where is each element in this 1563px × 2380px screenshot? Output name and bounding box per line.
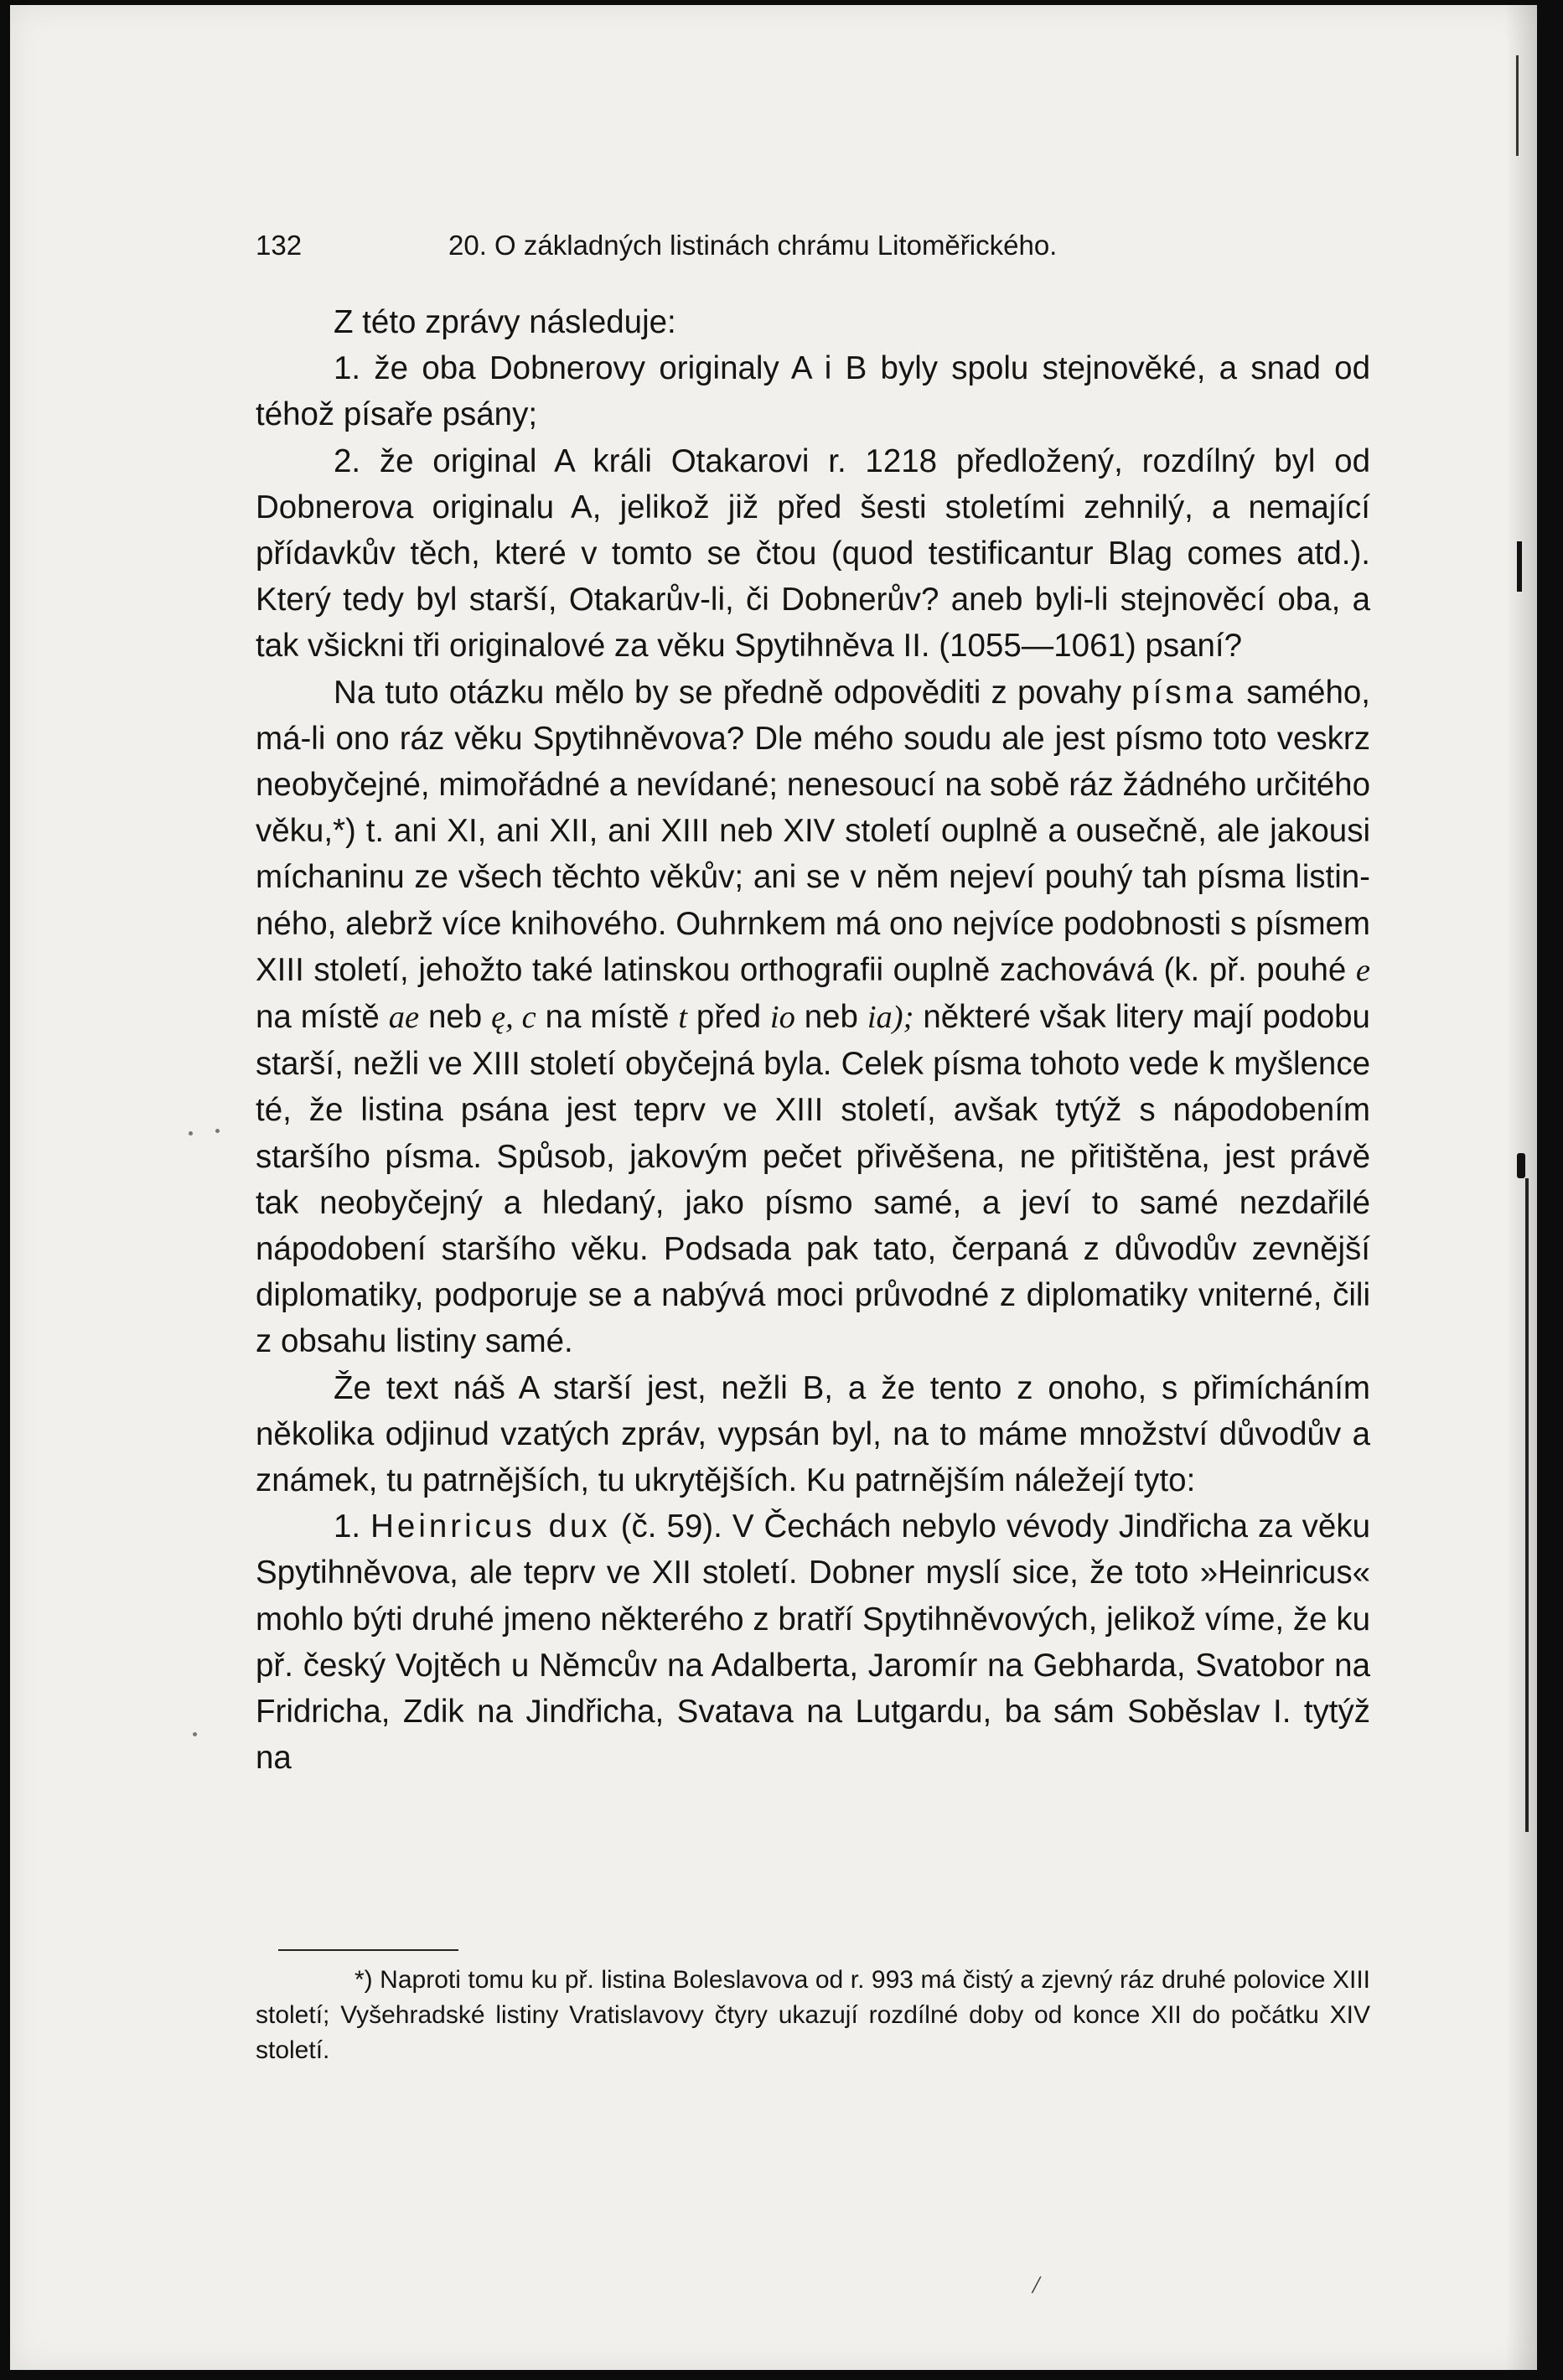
book-page	[10, 5, 1537, 2370]
paragraph: Z této zprávy následuje:	[334, 304, 676, 340]
binding-mark	[1516, 55, 1519, 156]
binding-mark	[1517, 1153, 1525, 1178]
footnote	[256, 1963, 1370, 2068]
paragraph: 2. že original A králi Otakarovi r. 1218 předložený, rozdílný byl od Dobnerova originalu A, jelikož již před šesti stoletími zehnilý, a nemající přídavkův těch, které v tomto se čtou (quod testificantur Blag comes atd.). Který tedy byl starší, Otakarův-li, či Dobnerův? aneb byli-li stejnověcí oba, a tak všickni tři originalové za věku Spytihněva II. (1055—1061) psaní?	[256, 442, 1370, 665]
italic-run: ę, c	[491, 1000, 536, 1036]
margin-speck	[189, 1131, 193, 1136]
paragraph: Že text náš A starší jest, nežli B, a že tento z onoho, s přimícháním několika odjinud vzatých zpráv, vypsán byl, na to máme množství důvodův a známek, tu patrnějších, tu ukrytějších. Ku patrnějším náležejí tyto:	[256, 1369, 1370, 1499]
stray-pencil-mark: /	[1033, 2271, 1040, 2299]
emphasis-spaced: písma	[1131, 674, 1237, 711]
page-number: 132	[256, 230, 303, 261]
margin-speck	[193, 1732, 197, 1736]
footnote-rule	[278, 1949, 458, 1951]
text-run: (č. 59). V Čechách nebylo vévody Jindřicha za věku Spytihněvova, ale teprv ve XII století. Dobner myslí sice, že toto »Heinricus« mohlo býti druhé jmeno některého z bratří Spytihněvových, jelikož víme, že ku př. český Vojtěch u Němcův na Adalberta, Jaromír na Gebharda, Svatobor na Fridricha, Zdik na Jindřicha, Svatava na Lutgardu, ba sám Soběslav I. tytýž na	[256, 1508, 1370, 1777]
binding-mark	[1517, 541, 1522, 592]
text-run: neb	[419, 999, 492, 1036]
paragraph: 1. že oba Dobnerovy originaly A i B byly spolu stejnověké, a snad od téhož písaře psány;	[256, 350, 1370, 433]
text-run: na místě	[256, 999, 389, 1036]
binding-edge-shadow	[1505, 5, 1537, 2370]
text-run: některé však litery mají podobu starší, nežli ve XIII století obyčejná byla. Celek písma tohoto vede k myšlence té, že listina psána jest teprv ve XIII století, avšak tytýž s nápodobením staršího písma. Spůsob, jakovým pečet přivěšena, ne přitištěna, jest právě tak neobyčejný a hledaný, jako písmo samé, a jeví to samé nezdařilé nápodobení staršího věku. Podsada pak tato, čerpaná z důvodův zevnější diplomatiky, podporuje se a nabývá moci průvodné z diplomatiky vniterné, čili z obsahu listiny samé.	[256, 999, 1370, 1360]
body-text	[256, 299, 1370, 1782]
binding-mark	[1525, 1178, 1529, 1832]
text-run: neb	[794, 999, 867, 1036]
italic-run: t	[678, 1000, 688, 1036]
emphasis-spaced: Heinricus dux	[370, 1508, 611, 1545]
page-header	[256, 225, 1370, 266]
margin-speck	[215, 1129, 220, 1133]
text-run: na místě	[536, 999, 679, 1036]
italic-run: e	[1355, 952, 1370, 988]
text-run: před	[687, 999, 770, 1036]
italic-run: io	[769, 1000, 795, 1036]
running-title: 20. O základných listinách chrámu Litoměřického.	[448, 230, 1058, 261]
text-run: Na tuto otázku mělo by se předně odpověditi z povahy	[334, 674, 1132, 711]
italic-run: ia);	[867, 1000, 914, 1036]
paragraph	[256, 670, 1370, 1365]
italic-run: ae	[388, 1000, 420, 1036]
paragraph	[256, 1503, 1370, 1781]
text-run: 1.	[334, 1508, 371, 1545]
footnote-text: *) Naproti tomu ku př. listina Boleslavova od r. 993 má čistý a zjevný ráz druhé polovice XIII století; Vyšehradské listiny Vratislavovy čtyry ukazují rozdílné doby od konce XII do počátku XIV století.	[256, 1966, 1370, 2064]
text-run: samého, má-li ono ráz věku Spytihněvova? Dle mého soudu ale jest písmo toto veskrz neobyčejné, mimořádné a nevídané; nenesoucí na sobě ráz žádného určitého věku,*) t. ani XI, ani XII, ani XIII neb XIV století ouplně a ousečně, ale jakousi míchaninu ze všech těchto věkův; ani se v něm nejeví pouhý tah písma listinného, alebrž více knihového. Ouhrnkem má ono nejvíce podobnosti s písmem XIII století, jehožto také latinskou orthografii ouplně zachovává (k. př. pouhé	[256, 674, 1370, 988]
